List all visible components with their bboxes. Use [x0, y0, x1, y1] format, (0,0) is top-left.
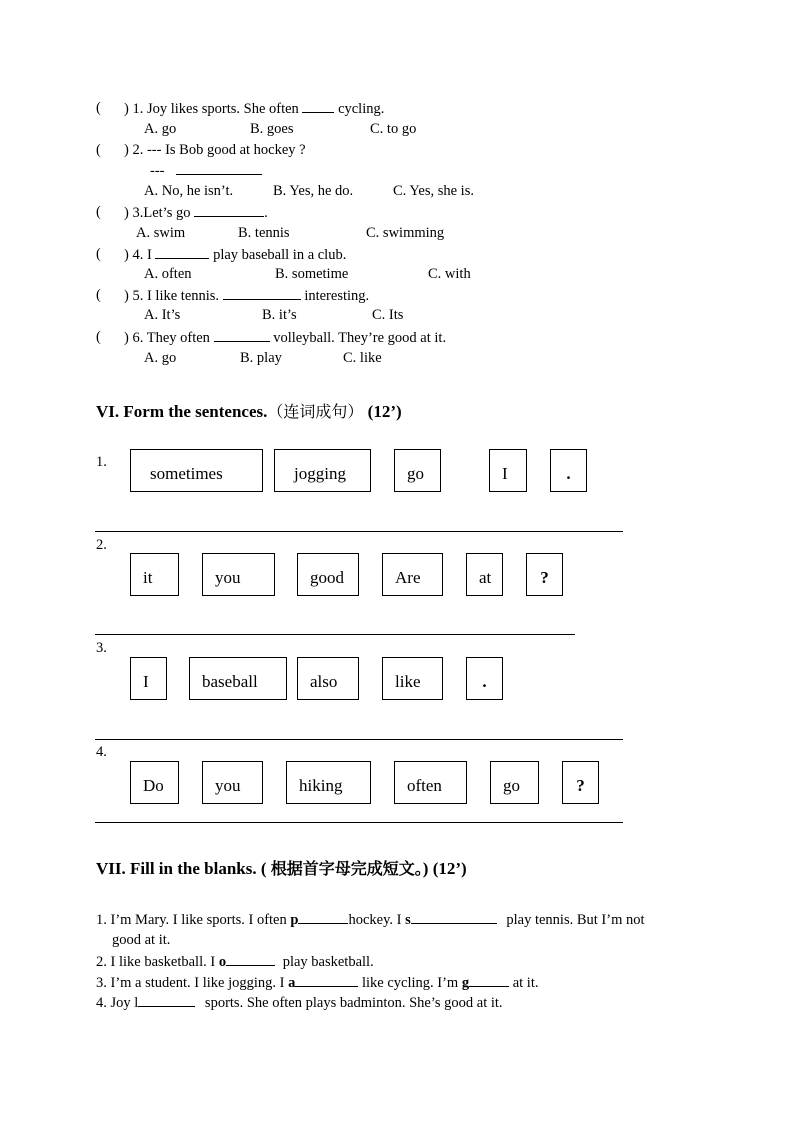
option-a: A. go — [144, 350, 177, 366]
word-card[interactable]: also — [297, 657, 359, 700]
option-c: C. like — [343, 350, 382, 366]
word-card-punctuation[interactable]: . — [550, 449, 587, 492]
fill-line-3: 3. I’m a student. I like jogging. I a like cycling. I’m g at it. — [96, 975, 539, 991]
word-card-punctuation[interactable]: . — [466, 657, 503, 700]
word-card[interactable]: it — [130, 553, 179, 596]
section-6-title: VI. Form the sentences. — [96, 402, 268, 421]
initial-letter: a — [288, 975, 296, 991]
answer-blank[interactable] — [194, 204, 264, 217]
option-c: C. with — [428, 266, 471, 282]
paren-close: ) — [124, 247, 129, 263]
answer-line-3[interactable] — [95, 739, 623, 740]
option-b: B. Yes, he do. — [273, 183, 354, 199]
question-number: 1. — [132, 101, 144, 117]
question-stem-end: play baseball in a club. — [213, 247, 347, 263]
question-stem-end: cycling. — [338, 101, 385, 117]
word-card[interactable]: sometimes — [130, 449, 263, 492]
question-number: 6. — [132, 330, 144, 346]
answer-blank[interactable] — [176, 162, 262, 175]
paren-close: ) — [124, 330, 129, 346]
word-card[interactable]: baseball — [189, 657, 287, 700]
section-6-heading — [96, 399, 402, 422]
option-a: A. It’s — [144, 307, 181, 323]
initial-letter: g — [461, 975, 470, 991]
fill-blank[interactable] — [226, 953, 275, 966]
word-card[interactable]: often — [394, 761, 467, 804]
answer-paren-6[interactable]: ( — [96, 329, 101, 345]
paren-close: ) — [124, 205, 129, 221]
option-a: A. go — [144, 121, 177, 137]
answer-blank[interactable] — [155, 246, 209, 259]
option-b: B. goes — [250, 121, 294, 137]
word-card[interactable]: at — [466, 553, 503, 596]
question-stem: Joy likes sports. She often — [146, 101, 299, 117]
answer-line-4[interactable] — [95, 822, 623, 823]
sentence-number-4: 4. — [96, 744, 107, 760]
sentence-number-1: 1. — [96, 454, 107, 470]
answer-paren-5[interactable]: ( — [96, 287, 101, 303]
word-card-punctuation[interactable]: ? — [562, 761, 599, 804]
paren-close: ) — [124, 142, 129, 158]
option-b: B. it’s — [262, 307, 297, 323]
initial-letter: o — [218, 954, 227, 970]
answer-blank[interactable] — [302, 100, 334, 113]
word-card[interactable]: hiking — [286, 761, 371, 804]
answer-paren-2[interactable]: ( — [96, 142, 101, 158]
option-a: A. often — [144, 266, 192, 282]
word-card[interactable]: I — [130, 657, 167, 700]
section-7-title: VII. Fill in the blanks. ( — [96, 859, 267, 878]
fill-line-1: 1. I’m Mary. I like sports. I often p hockey. I s play tennis. But I’m not — [96, 912, 645, 928]
sentence-number-2: 2. — [96, 537, 107, 553]
answer-paren-1[interactable]: ( — [96, 100, 101, 116]
word-card[interactable]: you — [202, 761, 263, 804]
section-7-score: ) (12’) — [422, 859, 467, 878]
option-b: B. tennis — [238, 225, 290, 241]
option-c: C. Yes, she is. — [393, 183, 474, 199]
answer-blank[interactable] — [223, 287, 301, 300]
word-card[interactable]: jogging — [274, 449, 371, 492]
fill-blank[interactable] — [469, 974, 509, 987]
answer-line-1[interactable] — [95, 531, 623, 532]
word-card[interactable]: I — [489, 449, 527, 492]
question-stem: Let’s go — [143, 205, 191, 221]
question-number: 2. — [132, 142, 144, 158]
section-7-heading — [96, 856, 467, 879]
fill-line-4: 4. Joy l sports. She often plays badminton. She’s good at it. — [96, 995, 503, 1011]
fill-blank[interactable] — [295, 974, 358, 987]
section-6-score: (12’) — [367, 402, 402, 421]
option-b: B. play — [240, 350, 282, 366]
question-stem: I like tennis. — [146, 288, 220, 304]
section-7-title-cn: 根据首字母完成短文。 — [270, 859, 423, 878]
fill-blank[interactable] — [138, 994, 195, 1007]
word-card[interactable]: Do — [130, 761, 179, 804]
option-c: C. to go — [370, 121, 417, 137]
question-stem: They often — [146, 330, 210, 346]
word-card[interactable]: like — [382, 657, 443, 700]
paren-close: ) — [124, 101, 129, 117]
word-card[interactable]: go — [394, 449, 441, 492]
option-c: C. Its — [372, 307, 404, 323]
question-stem: --- Is Bob good at hockey ? — [146, 142, 306, 158]
question-stem-end: interesting. — [304, 288, 370, 304]
dialogue-dash: --- — [150, 163, 165, 179]
option-a: A. No, he isn’t. — [144, 183, 234, 199]
question-number: 3. — [132, 205, 144, 221]
answer-paren-4[interactable]: ( — [96, 246, 101, 262]
fill-line-2: 2. I like basketball. I o play basketball. — [96, 954, 374, 970]
question-stem-end: . — [264, 205, 268, 221]
initial-letter: p — [290, 912, 299, 928]
word-card[interactable]: you — [202, 553, 275, 596]
question-number: 5. — [132, 288, 144, 304]
question-stem-end: volleyball. They’re good at it. — [273, 330, 447, 346]
answer-blank[interactable] — [214, 329, 270, 342]
option-a: A. swim — [136, 225, 186, 241]
answer-paren-3[interactable]: ( — [96, 204, 101, 220]
fill-line-1-cont: good at it. — [112, 932, 171, 948]
sentence-number-3: 3. — [96, 640, 107, 656]
fill-blank[interactable] — [298, 911, 348, 924]
option-b: B. sometime — [275, 266, 349, 282]
word-card[interactable]: good — [297, 553, 359, 596]
word-card[interactable]: go — [490, 761, 539, 804]
initial-letter: s — [405, 912, 411, 928]
option-c: C. swimming — [366, 225, 445, 241]
question-stem: I — [146, 247, 152, 263]
fill-blank[interactable] — [411, 911, 497, 924]
word-card-punctuation[interactable]: ? — [526, 553, 563, 596]
question-number: 4. — [132, 247, 144, 263]
answer-line-2[interactable] — [95, 634, 575, 635]
word-card[interactable]: Are — [382, 553, 443, 596]
paren-close: ) — [124, 288, 129, 304]
section-6-title-cn: （连词成句） — [267, 402, 364, 421]
